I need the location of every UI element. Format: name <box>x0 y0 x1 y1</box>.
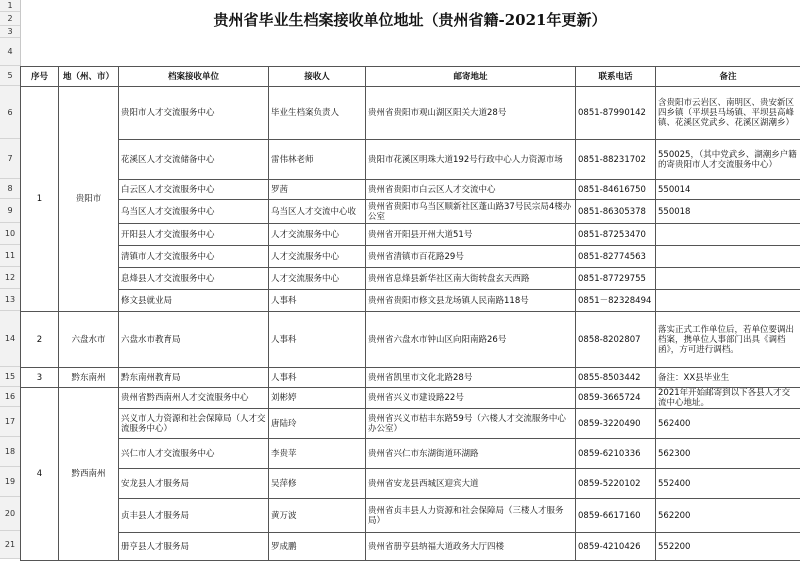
unit-cell[interactable]: 兴义市人力资源和社会保障局（人才交流服务中心） <box>119 409 269 439</box>
address-cell[interactable]: 贵州省开阳县开州大道51号 <box>366 224 576 246</box>
row-number[interactable]: 18 <box>0 437 20 467</box>
table-row <box>21 312 800 368</box>
phone-cell[interactable]: 0851-87253470 <box>576 224 656 246</box>
note-cell[interactable] <box>656 224 800 246</box>
phone-cell[interactable]: 0851-84616750 <box>576 180 656 200</box>
table-row <box>21 533 800 561</box>
note-cell[interactable]: 552400 <box>656 469 800 499</box>
group-no[interactable]: 4 <box>21 388 59 561</box>
table-row <box>21 469 800 499</box>
phone-cell[interactable]: 0859-3665724 <box>576 388 656 409</box>
note-cell[interactable]: 552200 <box>656 533 800 561</box>
note-cell[interactable]: 550018 <box>656 200 800 224</box>
address-cell[interactable]: 贵州省兴义市桔丰东路59号（六楼人才交流服务中心办公室） <box>366 409 576 439</box>
header-no[interactable]: 序号 <box>21 67 59 87</box>
unit-cell[interactable]: 息烽县人才交流服务中心 <box>119 268 269 290</box>
note-cell[interactable]: 落实正式工作单位后，若单位要调出档案，携单位人事部门出具《调档函》，方可进行调档。 <box>656 312 800 368</box>
row-number[interactable]: 16 <box>0 387 20 407</box>
receiver-cell[interactable]: 罗成鹏 <box>269 533 366 561</box>
table-row <box>21 87 800 140</box>
unit-cell[interactable]: 安龙县人才服务局 <box>119 469 269 499</box>
note-cell[interactable]: 562300 <box>656 439 800 469</box>
table-row <box>21 388 800 409</box>
phone-cell[interactable]: 0851-88231702 <box>576 140 656 180</box>
unit-cell[interactable]: 贵州省黔西南州人才交流服务中心 <box>119 388 269 409</box>
unit-cell[interactable]: 乌当区人才交流服务中心 <box>119 200 269 224</box>
header-address[interactable]: 邮寄地址 <box>366 67 576 87</box>
row-number[interactable]: 11 <box>0 245 20 267</box>
note-cell[interactable]: 2021年开始邮寄到以下各县人才交流中心地址。 <box>656 388 800 409</box>
unit-cell[interactable]: 清镇市人才交流服务中心 <box>119 246 269 268</box>
group-region[interactable]: 六盘水市 <box>59 312 119 368</box>
note-cell[interactable] <box>656 246 800 268</box>
row-header-column <box>0 0 21 559</box>
note-cell[interactable] <box>656 290 800 312</box>
note-cell[interactable]: 含贵阳市云岩区、南明区、贵安新区四乡镇（平坝县马场镇、平坝县高峰镇、花溪区党武乡、花溪区湖潮乡） <box>656 87 800 140</box>
row-number[interactable]: 13 <box>0 289 20 311</box>
table-row <box>21 140 800 180</box>
row-number[interactable]: 19 <box>0 467 20 497</box>
group-no[interactable]: 2 <box>21 312 59 368</box>
note-cell[interactable] <box>656 268 800 290</box>
unit-cell[interactable]: 册亨县人才服务局 <box>119 533 269 561</box>
header-region[interactable]: 地（州、市） <box>59 67 119 87</box>
row-number[interactable]: 10 <box>0 223 20 245</box>
phone-cell[interactable]: 0859-5220102 <box>576 469 656 499</box>
row-number[interactable]: 21 <box>0 531 20 559</box>
receiver-cell[interactable]: 人才交流服务中心 <box>269 246 366 268</box>
row-number[interactable]: 6 <box>0 86 20 139</box>
unit-cell[interactable]: 六盘水市教育局 <box>119 312 269 368</box>
row-number[interactable]: 5 <box>0 66 20 86</box>
receiver-cell[interactable]: 刘彬婷 <box>269 388 366 409</box>
receiver-cell[interactable]: 毕业生档案负责人 <box>269 87 366 140</box>
address-cell[interactable]: 贵州省息烽县新华社区南大街转盘玄天西路 <box>366 268 576 290</box>
unit-cell[interactable]: 兴仁市人才交流服务中心 <box>119 439 269 469</box>
table-row <box>21 224 800 246</box>
header-unit[interactable]: 档案接收单位 <box>119 67 269 87</box>
address-cell[interactable]: 贵州省安龙县西城区迎宾大道 <box>366 469 576 499</box>
note-cell[interactable]: 550025，（其中党武乡、湖潮乡户籍的寄贵阳市人才交流服务中心） <box>656 140 800 180</box>
address-cell[interactable]: 贵州省贵阳市乌当区顺新社区蓬山路37号民宗局4楼办公室 <box>366 200 576 224</box>
phone-cell[interactable]: 0851-87990142 <box>576 87 656 140</box>
phone-cell[interactable]: 0851-82774563 <box>576 246 656 268</box>
blank-row[interactable] <box>20 38 800 66</box>
row-number[interactable]: 17 <box>0 407 20 437</box>
header-row <box>21 67 800 87</box>
address-cell[interactable]: 贵州省贵阳市观山湖区阳关大道28号 <box>366 87 576 140</box>
address-cell[interactable]: 贵阳市花溪区明珠大道192号行政中心人力资源市场 <box>366 140 576 180</box>
table-row <box>21 368 800 388</box>
row-number[interactable]: 1 <box>0 0 20 12</box>
address-cell[interactable]: 贵州省六盘水市钟山区向阳南路26号 <box>366 312 576 368</box>
note-cell[interactable]: 562200 <box>656 499 800 533</box>
receiver-cell[interactable]: 人事科 <box>269 312 366 368</box>
table-row <box>21 200 800 224</box>
archive-table <box>20 66 800 561</box>
address-cell[interactable]: 贵州省兴义市建设路22号 <box>366 388 576 409</box>
group-no[interactable]: 3 <box>21 368 59 388</box>
address-cell[interactable]: 贵州省册亨县纳福大道政务大厅四楼 <box>366 533 576 561</box>
table-row <box>21 499 800 533</box>
table-row <box>21 268 800 290</box>
table-row <box>21 409 800 439</box>
group-region[interactable]: 黔东南州 <box>59 368 119 388</box>
group-no[interactable]: 1 <box>21 87 59 312</box>
address-cell[interactable]: 贵州省清镇市百花路29号 <box>366 246 576 268</box>
sheet-title[interactable]: 贵州省毕业生档案接收单位地址（贵州省籍-2021年更新） <box>20 0 800 38</box>
table-row <box>21 180 800 200</box>
address-cell[interactable]: 贵州省贵阳市修文县龙场镇人民南路118号 <box>366 290 576 312</box>
unit-cell[interactable]: 修文县就业局 <box>119 290 269 312</box>
receiver-cell[interactable]: 雷伟林老师 <box>269 140 366 180</box>
table-row <box>21 246 800 268</box>
phone-cell[interactable]: 0859-3220490 <box>576 409 656 439</box>
receiver-cell[interactable]: 吴萍修 <box>269 469 366 499</box>
unit-cell[interactable]: 黔东南州教育局 <box>119 368 269 388</box>
table-row <box>21 439 800 469</box>
row-number[interactable]: 14 <box>0 311 20 367</box>
row-number[interactable]: 9 <box>0 199 20 223</box>
address-cell[interactable]: 贵州省贞丰县人力资源和社会保障局（三楼人才服务局） <box>366 499 576 533</box>
address-cell[interactable]: 贵州省兴仁市东湖街道环湖路 <box>366 439 576 469</box>
header-receiver[interactable]: 接收人 <box>269 67 366 87</box>
header-phone[interactable]: 联系电话 <box>576 67 656 87</box>
receiver-cell[interactable]: 乌当区人才交流中心收 <box>269 200 366 224</box>
receiver-cell[interactable]: 人事科 <box>269 368 366 388</box>
phone-cell[interactable]: 0858-8202807 <box>576 312 656 368</box>
unit-cell[interactable]: 开阳县人才交流服务中心 <box>119 224 269 246</box>
unit-cell[interactable]: 白云区人才交流服务中心 <box>119 180 269 200</box>
phone-cell[interactable]: 0851-87729755 <box>576 268 656 290</box>
receiver-cell[interactable]: 人事科 <box>269 290 366 312</box>
unit-cell[interactable]: 贵阳市人才交流服务中心 <box>119 87 269 140</box>
group-region[interactable]: 贵阳市 <box>59 87 119 312</box>
address-cell[interactable]: 贵州省贵阳市白云区人才交流中心 <box>366 180 576 200</box>
row-number[interactable]: 20 <box>0 497 20 531</box>
receiver-cell[interactable]: 人才交流服务中心 <box>269 224 366 246</box>
unit-cell[interactable]: 贞丰县人才服务局 <box>119 499 269 533</box>
header-note[interactable]: 备注 <box>656 67 800 87</box>
phone-cell[interactable]: 0855-8503442 <box>576 368 656 388</box>
table-row <box>21 290 800 312</box>
phone-cell[interactable]: 0859-6617160 <box>576 499 656 533</box>
row-number[interactable]: 7 <box>0 139 20 179</box>
note-cell[interactable]: 备注：XX县毕业生 <box>656 368 800 388</box>
row-number[interactable]: 8 <box>0 179 20 199</box>
receiver-cell[interactable]: 李贵苹 <box>269 439 366 469</box>
receiver-cell[interactable]: 黄万波 <box>269 499 366 533</box>
note-cell[interactable]: 562400 <box>656 409 800 439</box>
phone-cell[interactable]: 0859-4210426 <box>576 533 656 561</box>
unit-cell[interactable]: 花溪区人才交流储备中心 <box>119 140 269 180</box>
receiver-cell[interactable]: 唐陆玲 <box>269 409 366 439</box>
receiver-cell[interactable]: 人才交流服务中心 <box>269 268 366 290</box>
phone-cell[interactable]: 0851-86305378 <box>576 200 656 224</box>
receiver-cell[interactable]: 罗茜 <box>269 180 366 200</box>
row-number[interactable]: 4 <box>0 38 20 66</box>
phone-cell[interactable]: 0851－82328494 <box>576 290 656 312</box>
row-number[interactable]: 12 <box>0 267 20 289</box>
phone-cell[interactable]: 0859-6210336 <box>576 439 656 469</box>
row-number[interactable]: 15 <box>0 367 20 387</box>
row-number[interactable]: 2 <box>0 12 20 26</box>
address-cell[interactable]: 贵州省凯里市文化北路28号 <box>366 368 576 388</box>
row-number[interactable]: 3 <box>0 26 20 38</box>
note-cell[interactable]: 550014 <box>656 180 800 200</box>
group-region[interactable]: 黔西南州 <box>59 388 119 561</box>
